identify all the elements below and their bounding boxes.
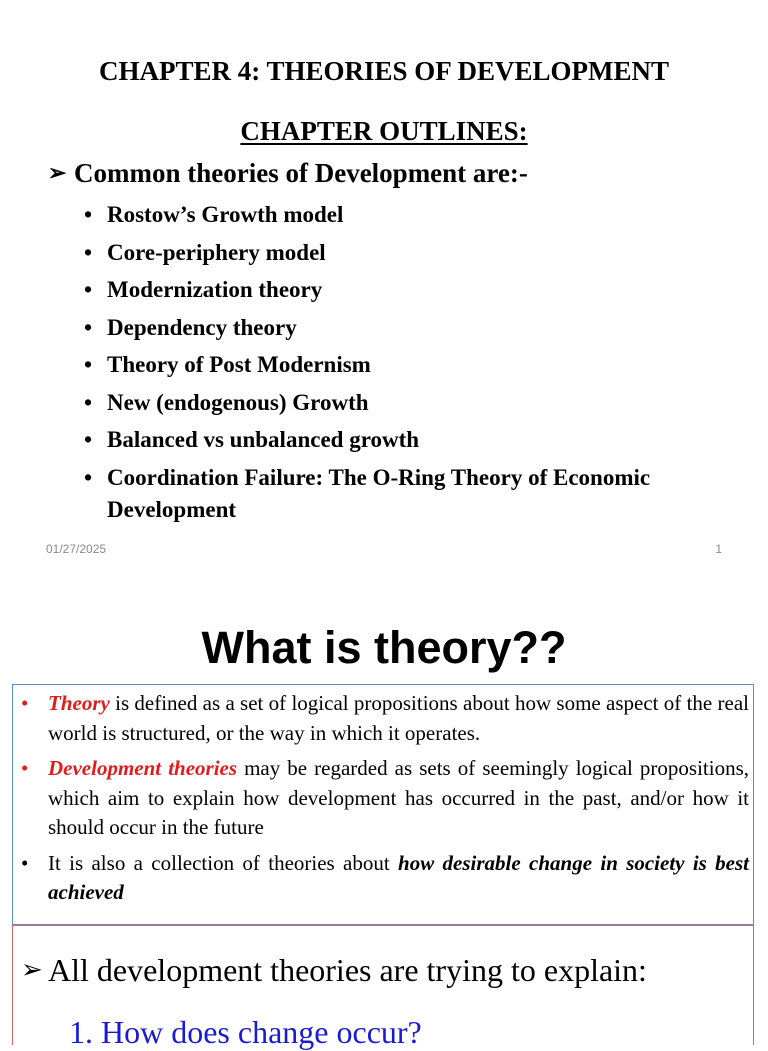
bullet-icon: •: [84, 427, 93, 452]
explain-box: [12, 925, 754, 1050]
arrow-bullet-icon: ➢: [48, 160, 67, 185]
bullet-icon: •: [84, 314, 93, 340]
list-item: • Theory is defined as a set of logical propositions about how some aspect of the real world is structured, or the way in which it operates.: [21, 691, 749, 745]
chapter-title: CHAPTER 4: THEORIES OF DEVELOPMENT: [98, 56, 670, 86]
definitions-box: [12, 684, 754, 925]
bullet-icon: •: [84, 464, 93, 490]
list-item: • Theory of Post Modernism: [84, 349, 684, 381]
bullet-icon: •: [21, 850, 29, 875]
numbered-item-partial: 1. How does change occur?: [69, 1014, 422, 1050]
list-item: • Rostow’s Growth model: [84, 199, 684, 231]
explain-lead: ➢ All development theories are trying to explain:: [21, 952, 647, 988]
outline-lead-text: Common theories of Development are:-: [74, 158, 528, 188]
slide-title: What is theory??: [201, 622, 567, 673]
bullet-icon: •: [84, 352, 93, 377]
list-item: • Balanced vs unbalanced growth: [84, 424, 684, 456]
list-item: • Development theories may be regarded as sets of seemingly logical propositions, which aim to explain how development has occurred in the past, and/or how it should occur in the future: [21, 756, 750, 839]
list-item: • New (endogenous) Growth: [84, 387, 684, 419]
arrow-bullet-icon: ➢: [21, 955, 43, 984]
list-item: • Dependency theory: [84, 312, 684, 344]
theories-list: [84, 199, 684, 531]
bullet-icon: •: [84, 277, 93, 302]
bullet-icon: •: [84, 202, 93, 227]
term-development-theories: Development theories: [48, 756, 238, 780]
definitions-list: [19, 689, 749, 914]
list-item: • Core-periphery model: [84, 237, 684, 269]
list-item: • It is also a collection of theories about how desirable change in society is best achieved: [21, 850, 749, 904]
bullet-icon: •: [21, 756, 29, 780]
chapter-outlines-heading: CHAPTER OUTLINES:: [240, 116, 528, 146]
slide-date: 01/27/2025: [46, 542, 107, 556]
list-item: • Coordination Failure: The O-Ring Theory of Economic Development: [84, 462, 684, 526]
list-item: • Modernization theory: [84, 274, 684, 306]
bullet-icon: •: [84, 239, 93, 265]
term-theory: Theory: [48, 691, 110, 715]
bullet-icon: •: [21, 691, 29, 715]
bullet-icon: •: [84, 389, 93, 415]
emphasis-text: how desirable change in society is best achieved: [48, 850, 749, 904]
outline-lead: [48, 158, 528, 189]
slide-2: [0, 580, 768, 1050]
slide-number: 1: [715, 542, 722, 556]
